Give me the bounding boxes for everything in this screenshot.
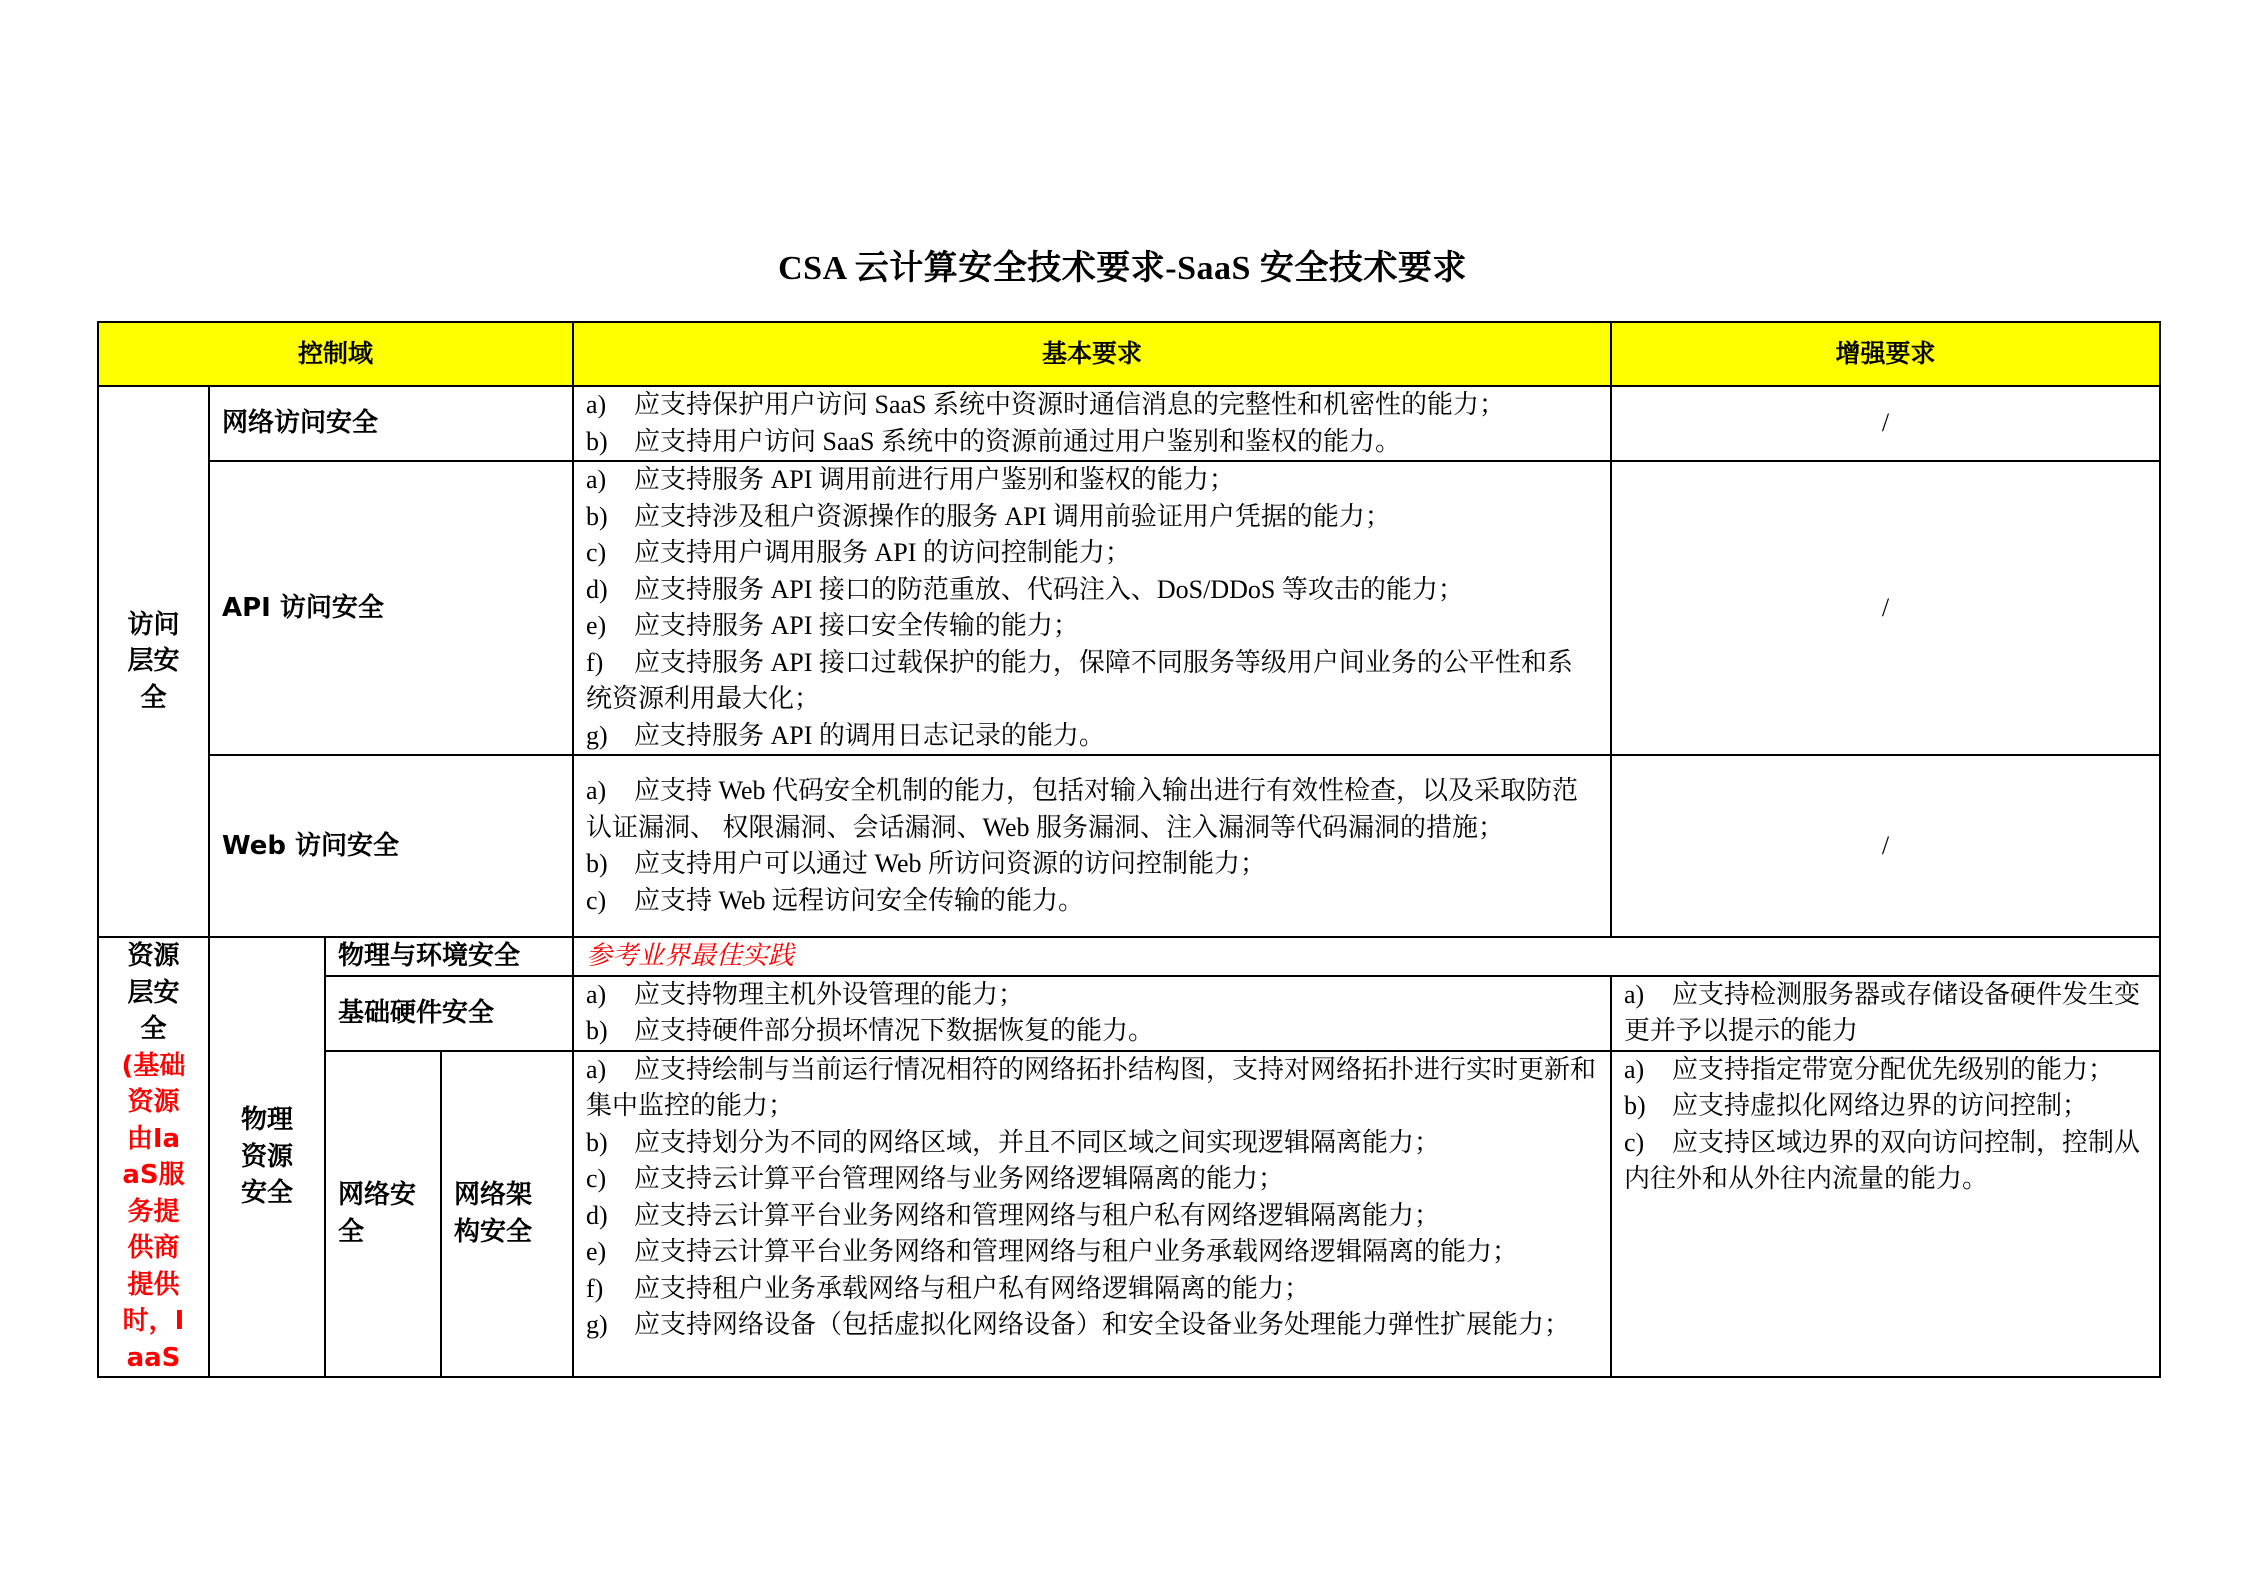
list-item: b) 应支持虚拟化网络边界的访问控制； xyxy=(1624,1091,2089,1121)
network-access-enhanced: / xyxy=(1611,386,2160,461)
table-row xyxy=(98,386,2160,461)
list-item: b) 应支持划分为不同的网络区域，并且不同区域之间实现逻辑隔离能力； xyxy=(586,1127,1441,1157)
list-item: a) 应支持服务 API 调用前进行用户鉴别和鉴权的能力； xyxy=(586,465,1235,494)
requirements-table xyxy=(97,321,2161,1378)
list-item: c) 应支持区域边界的双向访问控制，控制从内往外和从外往内流量的能力。 xyxy=(1624,1127,2141,1194)
api-access-security-label: API 访问安全 xyxy=(209,461,573,755)
hardware-basic xyxy=(573,976,1611,1051)
physical-resource-security-label: 物理资源安全 xyxy=(209,937,325,1377)
web-access-basic xyxy=(573,755,1611,937)
table-row xyxy=(98,1051,2160,1377)
list-item: b) 应支持硬件部分损坏情况下数据恢复的能力。 xyxy=(586,1016,1155,1046)
list-item: a) 应支持绘制与当前运行情况相符的网络拓扑结构图，支持对网络拓扑进行实时更新和集中监控的能力； xyxy=(586,1054,1597,1121)
table-row xyxy=(98,937,2160,976)
list-item: e) 应支持云计算平台业务网络和管理网络与租户业务承载网络逻辑隔离的能力； xyxy=(586,1237,1519,1267)
api-access-enhanced: / xyxy=(1611,461,2160,755)
list-item: c) 应支持用户调用服务 API 的访问控制能力； xyxy=(586,538,1131,567)
network-architecture-basic xyxy=(573,1051,1611,1377)
list-item: a) 应支持物理主机外设管理的能力； xyxy=(586,979,1025,1009)
list-item: e) 应支持服务 API 接口安全传输的能力； xyxy=(586,611,1079,640)
table-row xyxy=(98,976,2160,1051)
network-access-security-label: 网络访问安全 xyxy=(209,386,573,461)
table-row xyxy=(98,755,2160,937)
list-item: f) 应支持租户业务承载网络与租户私有网络逻辑隔离的能力； xyxy=(586,1273,1311,1303)
list-item: b) 应支持用户访问 SaaS 系统中的资源前通过用户鉴别和鉴权的能力。 xyxy=(586,426,1402,456)
resource-layer-note: (基础资源由IaaS服务提供商提供时，IaaS xyxy=(121,1050,186,1373)
web-access-enhanced: / xyxy=(1611,755,2160,937)
resource-layer-label: 资源层安全 (基础资源由IaaS服务提供商提供时，IaaS xyxy=(98,937,209,1377)
table-row xyxy=(98,461,2160,755)
network-security-label: 网络安全 xyxy=(325,1051,441,1377)
list-item: d) 应支持云计算平台业务网络和管理网络与租户私有网络逻辑隔离能力； xyxy=(586,1200,1441,1230)
list-item: b) 应支持用户可以通过 Web 所访问资源的访问控制能力； xyxy=(586,849,1267,878)
list-item: b) 应支持涉及租户资源操作的服务 API 调用前验证用户凭据的能力； xyxy=(586,501,1391,531)
header-enhanced-requirements: 增强要求 xyxy=(1611,322,2160,386)
network-access-basic xyxy=(573,386,1611,461)
list-item: g) 应支持网络设备（包括虚拟化网络设备）和安全设备业务处理能力弹性扩展能力； xyxy=(586,1310,1571,1340)
list-item: a) 应支持指定带宽分配优先级别的能力； xyxy=(1624,1054,2115,1084)
access-layer-label: 访问层安全 xyxy=(98,386,209,937)
list-item: a) 应支持保护用户访问 SaaS 系统中资源时通信消息的完整性和机密性的能力； xyxy=(586,390,1506,419)
list-item: f) 应支持服务 API 接口过载保护的能力，保障不同服务等级用户间业务的公平性和系统资源利用最大化； xyxy=(586,647,1573,713)
physical-env-best-practice: 参考业界最佳实践 xyxy=(573,937,2160,976)
document-title: CSA 云计算安全技术要求-SaaS 安全技术要求 xyxy=(778,250,1467,287)
list-item: g) 应支持服务 API 的调用日志记录的能力。 xyxy=(586,720,1105,750)
header-row xyxy=(98,322,2160,386)
network-architecture-security-label: 网络架构安全 xyxy=(441,1051,573,1377)
list-item: c) 应支持云计算平台管理网络与业务网络逻辑隔离的能力； xyxy=(586,1164,1285,1194)
web-access-security-label: Web 访问安全 xyxy=(209,755,573,937)
hardware-enhanced xyxy=(1611,976,2160,1051)
basic-hardware-security-label: 基础硬件安全 xyxy=(325,976,573,1051)
list-item: a) 应支持 Web 代码安全机制的能力，包括对输入输出进行有效性检查，以及采取防范认证漏洞、 权限漏洞、会话漏洞、Web 服务漏洞、注入漏洞等代码漏洞的措施； xyxy=(586,776,1579,842)
header-control-domain: 控制域 xyxy=(98,322,573,386)
physical-env-security-label: 物理与环境安全 xyxy=(325,937,573,976)
header-basic-requirements: 基本要求 xyxy=(573,322,1611,386)
network-architecture-enhanced xyxy=(1611,1051,2160,1377)
list-item: a) 应支持检测服务器或存储设备硬件发生变更并予以提示的能力 xyxy=(1624,979,2141,1046)
list-item: c) 应支持 Web 远程访问安全传输的能力。 xyxy=(586,885,1085,915)
api-access-basic xyxy=(573,461,1611,755)
list-item: d) 应支持服务 API 接口的防范重放、代码注入、DoS/DDoS 等攻击的能力； xyxy=(586,574,1464,604)
